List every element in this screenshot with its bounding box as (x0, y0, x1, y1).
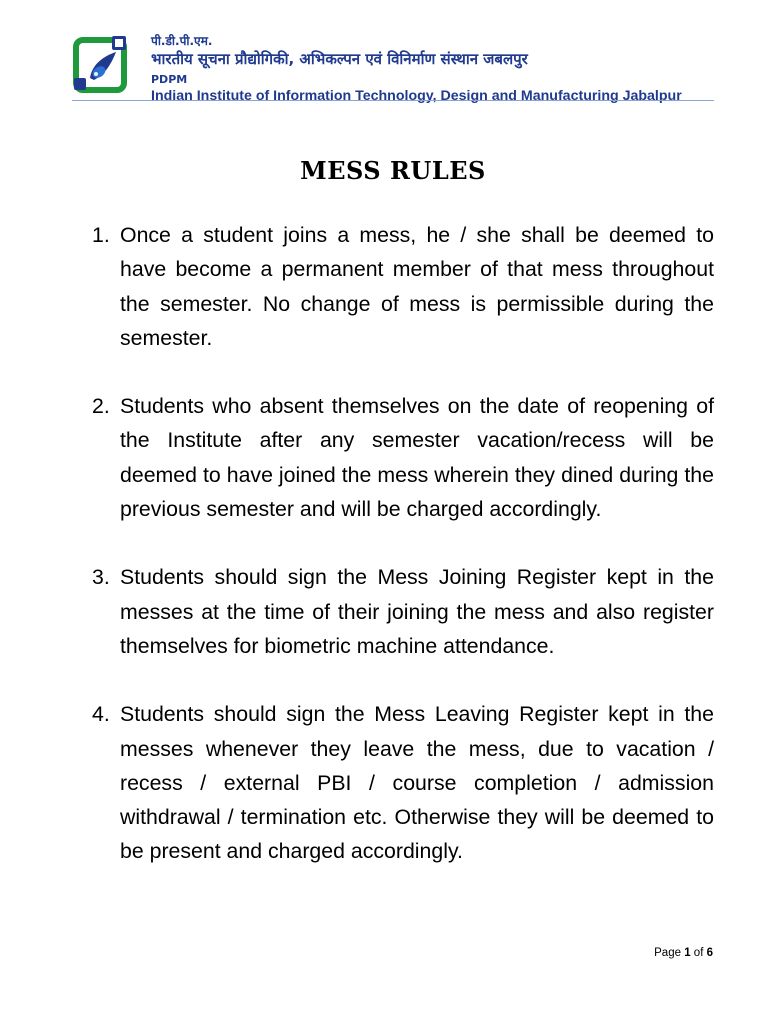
rule-item (92, 697, 714, 868)
letterhead-text (151, 34, 721, 104)
document-title: MESS RULES (300, 156, 486, 185)
rule-item (92, 389, 714, 526)
letterhead (72, 28, 714, 108)
institute-logo-icon (72, 34, 136, 96)
rule-number: 2. (92, 394, 110, 419)
of-label: of (693, 947, 704, 959)
rule-number: 1. (92, 223, 110, 247)
header-divider (72, 100, 714, 101)
rule-text: Students should sign the Mess Leaving Register kept in the messes whenever they leave the mess, due to vacation / recess / external PBI / course completion / admission withdrawal / termination etc. Otherwise they will be deemed to be present and charged accordingly. (120, 702, 714, 864)
page-number (654, 947, 713, 959)
rules-list (92, 218, 714, 903)
english-institute-name: Indian Institute of Information Technology, Design and Manufacturing Jabalpur (151, 88, 682, 104)
hindi-institute-name: भारतीय सूचना प्रौद्योगिकी, अभिकल्पन एवं विनिर्माण संस्थान जबलपुर (151, 50, 528, 68)
rule-text: Once a student joins a mess, he / she shall be deemed to have become a permanent member of that mess throughout the semester. No change of mess is permissible during the semester. (120, 223, 714, 350)
rule-text: Students who absent themselves on the date of reopening of the Institute after any semester vacation/recess will be deemed to have joined the mess wherein they dined during the previous semester and will be charged accordingly. (120, 394, 714, 522)
rule-number: 4. (92, 702, 110, 727)
short-name: PDPM (151, 73, 188, 86)
rule-number: 3. (92, 565, 110, 590)
rule-text: Students should sign the Mess Joining Register kept in the messes at the time of their joining the mess and also register themselves for biometric machine attendance. (120, 565, 714, 658)
hindi-short-name: पी.डी.पी.एम. (151, 34, 213, 48)
page-label: Page (654, 947, 681, 959)
rule-item (92, 560, 714, 663)
total-pages: 6 (706, 947, 713, 959)
current-page: 1 (684, 947, 691, 959)
rule-item (92, 218, 714, 355)
